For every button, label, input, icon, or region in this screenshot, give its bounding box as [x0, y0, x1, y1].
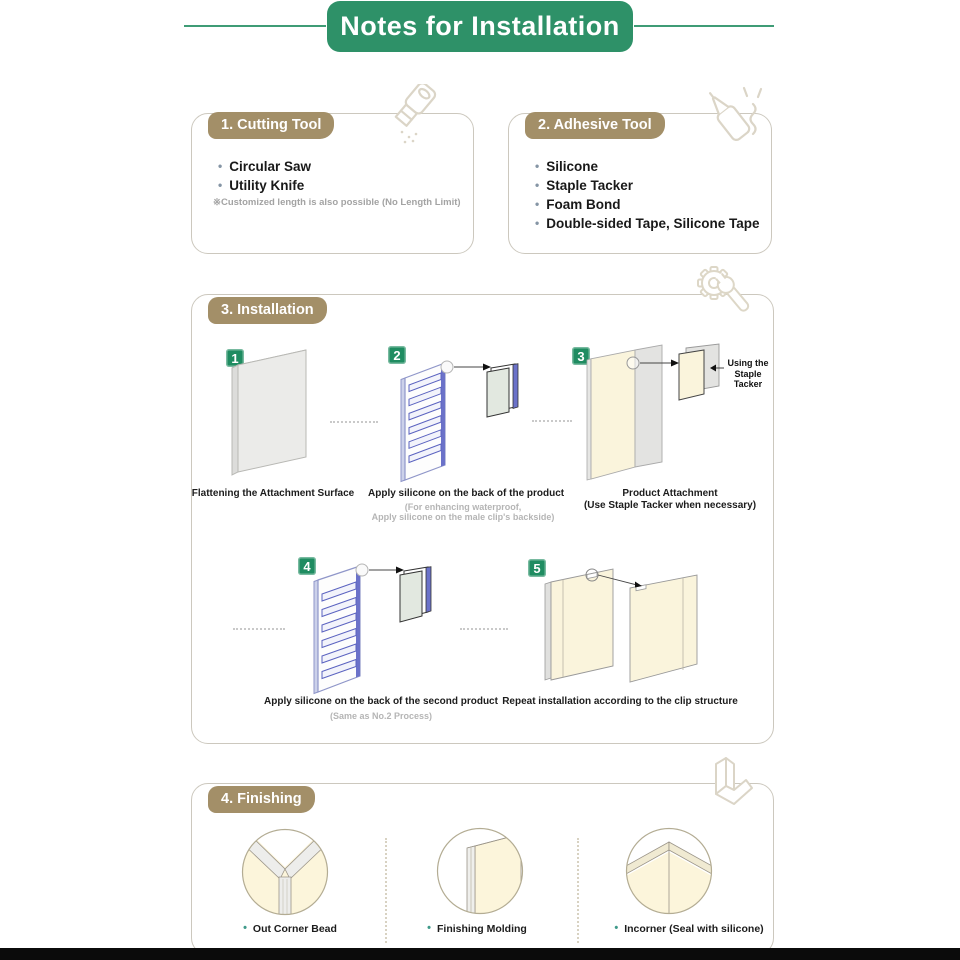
step1-caption: Flattening the Attachment Surface: [191, 488, 355, 499]
step-number-badge: 2: [388, 346, 406, 364]
dotted-separator: [460, 628, 508, 630]
step4-subcaption: (Same as No.2 Process): [329, 711, 433, 721]
cutting-section-title: 1. Cutting Tool: [208, 112, 334, 139]
header-line-left: [184, 25, 326, 27]
step-number-badge: 3: [572, 347, 590, 365]
step-number-badge: 5: [528, 559, 546, 577]
dotted-separator: [532, 420, 572, 422]
step-number-badge: 4: [298, 557, 316, 575]
glue-bottle-icon: [697, 84, 773, 148]
cutting-tool-list: [218, 157, 311, 195]
step5-caption: Repeat installation according to the clip structure: [502, 696, 738, 707]
page-title: Notes for Installation: [327, 1, 633, 52]
step5-repeat-illustration: [543, 558, 703, 688]
list-item: • Utility Knife: [218, 176, 311, 195]
list-item: • Foam Bond: [535, 195, 760, 214]
dotted-separator: [577, 838, 579, 943]
incorner-illustration: [624, 826, 714, 916]
annotation-line: Staple Tacker: [733, 368, 763, 389]
utility-knife-icon: [372, 84, 456, 148]
step2-caption: Apply silicone on the back of the product: [368, 488, 565, 499]
list-item: • Staple Tacker: [535, 176, 760, 195]
annotation-line: Using the: [727, 358, 769, 368]
step2-silicone-illustration: [393, 355, 553, 485]
finishing-item-label: • Incorner (Seal with silicone): [594, 922, 784, 935]
step3-attachment-illustration: [583, 342, 725, 484]
step4-silicone-illustration: [296, 560, 466, 698]
dotted-separator: [330, 421, 378, 423]
list-item: • Circular Saw: [218, 157, 311, 176]
step3-caption-line2: (Use Staple Tacker when necessary): [583, 500, 757, 511]
finishing-item-label: • Finishing Molding: [397, 922, 557, 935]
step2-subcaption: (For enhancing waterproof,: [404, 502, 522, 512]
step-number-badge: 1: [226, 349, 244, 367]
step4-caption: Apply silicone on the back of the second product: [264, 696, 498, 707]
bottom-bar: [0, 948, 960, 960]
step1-panel-illustration: [228, 345, 313, 480]
header-line-right: [634, 25, 774, 27]
adhesive-tool-list: [535, 157, 760, 233]
step3-annotation: [724, 358, 772, 390]
list-item: • Double-sided Tape, Silicone Tape: [535, 214, 760, 233]
gear-wrench-icon: [692, 263, 758, 321]
corner-trim-icon: [702, 756, 766, 812]
cutting-note: ※Customized length is also possible (No Length Limit): [213, 197, 461, 208]
adhesive-section-title: 2. Adhesive Tool: [525, 112, 665, 139]
dotted-separator: [385, 838, 387, 943]
dotted-separator: [233, 628, 285, 630]
finishing-item-label: • Out Corner Bead: [210, 922, 370, 935]
finishing-molding-illustration: [435, 826, 525, 916]
out-corner-bead-illustration: [240, 827, 330, 917]
finishing-section-title: 4. Finishing: [208, 786, 315, 813]
step2-subcaption: Apply silicone on the male clip's backside): [371, 512, 555, 522]
step3-caption: Product Attachment: [622, 488, 718, 499]
list-item: • Silicone: [535, 157, 760, 176]
installation-section-title: 3. Installation: [208, 297, 327, 324]
